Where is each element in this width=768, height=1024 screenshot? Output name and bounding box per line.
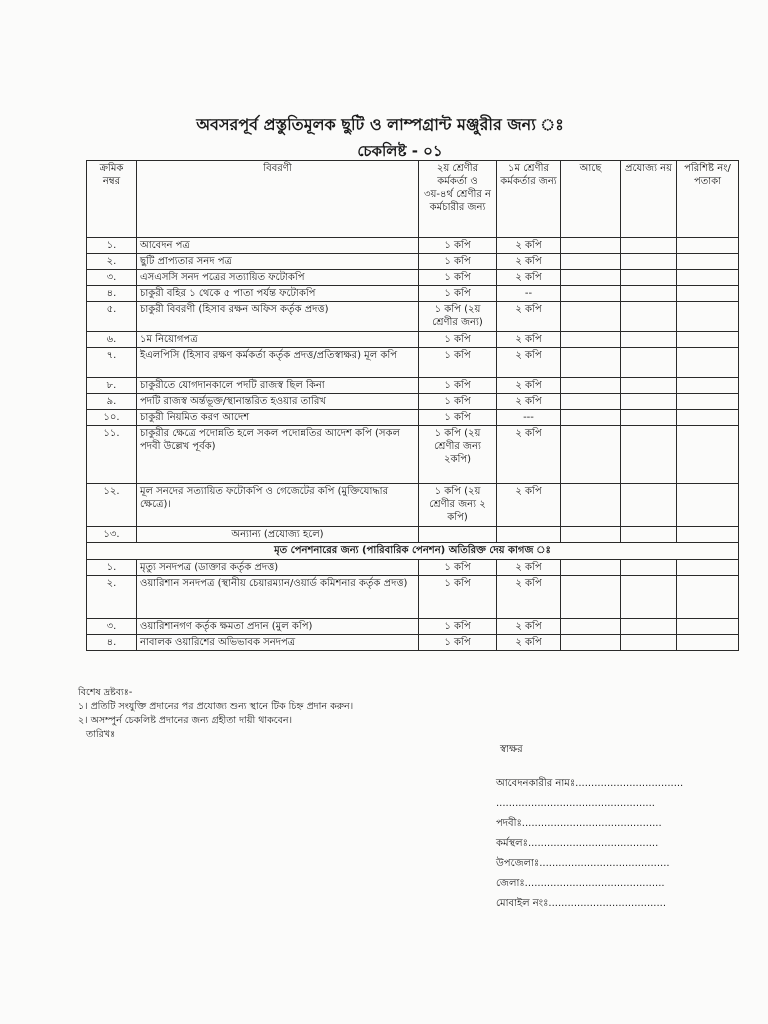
table-row [87,254,739,270]
header-class1-copies: ১ম শ্রেণীর কর্মকর্তার জন্য [497,161,561,238]
row-yes-cell[interactable] [561,332,621,348]
row-serial: ২. [87,576,137,619]
row-description: চাকুরীর ক্ষেত্রে পদোন্নতি হলে সকল পদোন্নতির আদেশ কপি (সকল পদবী উল্লেখ পূর্বক) [137,426,419,484]
row-yes-cell[interactable] [561,527,621,543]
row-description: মৃত্যু সনদপত্র (ডাক্তার কর্তৃক প্রদত্ত) [137,560,419,576]
row-description: চাকুরীতে যোগদানকালে পদটি রাজস্ব ছিল কিনা [137,378,419,394]
row-class1-copies [497,527,561,543]
row-class1-copies: --- [497,410,561,426]
special-notes [78,686,418,742]
row-annex-cell[interactable] [677,286,739,302]
row-na-cell[interactable] [621,576,677,619]
header-description: বিবরণী [137,161,419,238]
row-class2-copies: ১ কপি (২য় শ্রেণীর জন্য) [419,302,497,332]
row-class2-copies: ১ কপি [419,576,497,619]
row-serial: ৬. [87,332,137,348]
row-na-cell[interactable] [621,378,677,394]
table-row [87,378,739,394]
row-yes-cell[interactable] [561,619,621,635]
row-class2-copies: ১ কপি (২য় শ্রেণীর জন্য ২ কপি) [419,484,497,527]
workplace-field[interactable]: কর্মস্থলঃ......................................... [496,838,659,849]
row-description: ওয়ারিশানগণ কর্তৃক ক্ষমতা প্রদান (মুল কপি) [137,619,419,635]
row-description: ছুটি প্রাপ্যতার সনদ পত্র [137,254,419,270]
row-serial: ১১. [87,426,137,484]
row-na-cell[interactable] [621,527,677,543]
row-annex-cell[interactable] [677,619,739,635]
row-serial: ৭. [87,348,137,378]
row-yes-cell[interactable] [561,378,621,394]
row-annex-cell[interactable] [677,270,739,286]
row-serial: ১. [87,238,137,254]
row-class2-copies: ১ কপি [419,254,497,270]
row-yes-cell[interactable] [561,302,621,332]
row-serial: ১২. [87,484,137,527]
mobile-field[interactable]: মোবাইল নংঃ..................................... [496,898,667,909]
table-row [87,619,739,635]
row-class1-copies: ২ কপি [497,238,561,254]
row-class2-copies: ১ কপি [419,410,497,426]
row-serial: ১০. [87,410,137,426]
row-na-cell[interactable] [621,348,677,378]
row-class1-copies: ২ কপি [497,302,561,332]
header-serial: ক্রমিক নম্বর [87,161,137,238]
row-serial: ৪. [87,635,137,651]
row-na-cell[interactable] [621,238,677,254]
table-row [87,238,739,254]
row-annex-cell[interactable] [677,394,739,410]
row-yes-cell[interactable] [561,576,621,619]
row-serial: ১৩. [87,527,137,543]
row-serial: ৮. [87,378,137,394]
row-description: নাবালক ওয়ারিশের অভিভাবক সনদপত্র [137,635,419,651]
row-annex-cell[interactable] [677,527,739,543]
row-yes-cell[interactable] [561,286,621,302]
checklist-table [86,160,739,651]
row-description: চাকুরী বিবরণী (হিসাব রক্ষন অফিস কর্তৃক প্রদত্ত) [137,302,419,332]
row-serial: ৫. [87,302,137,332]
table-row [87,410,739,426]
table-row [87,348,739,378]
row-annex-cell[interactable] [677,484,739,527]
row-na-cell[interactable] [621,332,677,348]
row-yes-cell[interactable] [561,426,621,484]
row-annex-cell[interactable] [677,348,739,378]
row-class1-copies: ২ কপি [497,635,561,651]
row-description: চাকুরী বহির ১ থেকে ৫ পাতা পর্যন্ত ফটোকপি [137,286,419,302]
row-serial: ২. [87,254,137,270]
row-description: পদটি রাজস্ব অর্ন্তভূক্ত/স্থানান্তরিত হওয়ার তারিখ [137,394,419,410]
row-class1-copies: ২ কপি [497,254,561,270]
row-na-cell[interactable] [621,286,677,302]
table-header-row [87,161,739,238]
row-serial: ৯. [87,394,137,410]
row-na-cell[interactable] [621,484,677,527]
designation-field[interactable]: পদবীঃ............................................ [496,818,662,829]
row-annex-cell[interactable] [677,426,739,484]
row-annex-cell[interactable] [677,576,739,619]
header-class2-copies: ২য় শ্রেণীর কর্মকর্তা ও ৩য়-৪র্থ শ্রেণীর ন কর্মচারীর জন্য [419,161,497,238]
row-na-cell[interactable] [621,410,677,426]
row-class1-copies: ২ কপি [497,394,561,410]
row-class2-copies: ১ কপি [419,394,497,410]
row-class2-copies: ১ কপি [419,238,497,254]
table-row [87,270,739,286]
row-class2-copies: ১ কপি [419,560,497,576]
note-item: ২। অসম্পুর্ন চেকলিষ্ট প্রদানের জন্য গ্রহীতা দায়ী থাকবেন। [78,715,292,726]
row-serial: ৪. [87,286,137,302]
row-yes-cell[interactable] [561,560,621,576]
row-class1-copies: ২ কপি [497,560,561,576]
signature-block [496,740,736,914]
row-class1-copies: ২ কপি [497,484,561,527]
row-annex-cell[interactable] [677,378,739,394]
row-description: মূল সনদের সত্যায়িত ফটোকপি ও গেজেটের কপি (মুক্তিযোদ্ধার ক্ষেত্রে)। [137,484,419,527]
row-serial: ৩. [87,270,137,286]
signature-label: স্বাক্ষর [500,744,523,755]
notes-heading: বিশেষ দ্রষ্টব্যঃ- [78,687,133,698]
table-row [87,484,739,527]
row-class2-copies [419,527,497,543]
table-row [87,302,739,332]
header-annex: পরিশিষ্ট নং/ পতাকা [677,161,739,238]
row-na-cell[interactable] [621,635,677,651]
table-row [87,394,739,410]
row-class2-copies: ১ কপি [419,619,497,635]
row-yes-cell[interactable] [561,394,621,410]
row-class1-copies: -- [497,286,561,302]
row-annex-cell[interactable] [677,254,739,270]
row-na-cell[interactable] [621,619,677,635]
table-row [87,332,739,348]
upazila-field[interactable]: উপজেলাঃ......................................... [496,858,670,869]
row-class1-copies: ২ কপি [497,426,561,484]
row-class2-copies: ১ কপি [419,286,497,302]
table-row [87,286,739,302]
row-annex-cell[interactable] [677,560,739,576]
row-description: এসএসসি সনদ পত্রের সত্যায়িত ফটোকপি [137,270,419,286]
row-class2-copies: ১ কপি [419,270,497,286]
row-annex-cell[interactable] [677,238,739,254]
row-class2-copies: ১ কপি [419,635,497,651]
row-yes-cell[interactable] [561,635,621,651]
document-title: অবসরপূর্ব প্রস্তুতিমূলক ছুটি ও লাম্পগ্রান্ট মঞ্জুরীর জন্য ঃ [196,115,564,134]
row-description: ১ম নিয়োগপত্র [137,332,419,348]
section-title: মৃত পেনশনারের জন্য (পারিবারিক পেনশন) অতিরিক্ত দেয় কাগজ ঃ [87,543,739,560]
row-na-cell[interactable] [621,394,677,410]
applicant-name-continuation[interactable]: .................................................. [496,798,655,809]
district-field[interactable]: জেলাঃ............................................ [496,878,665,889]
row-annex-cell[interactable] [677,302,739,332]
row-class2-copies: ১ কপি [419,378,497,394]
row-yes-cell[interactable] [561,410,621,426]
table-row [87,527,739,543]
row-class1-copies: ২ কপি [497,576,561,619]
header-not-applicable: প্রযোজ্য নয় [621,161,677,238]
date-field[interactable]: তারিখঃ [86,729,116,740]
note-item: ১। প্রতিটি সংযুক্তি প্রদানের পর প্রযোজ্য শুন্য স্থানে টিক চিহ্ন প্রদান করুন। [78,701,354,712]
row-yes-cell[interactable] [561,254,621,270]
applicant-name-field[interactable]: আবেদনকারীর নামঃ.................................. [496,778,684,789]
checklist-number: চেকলিষ্ট - ০১ [357,142,443,160]
table-row [87,576,739,619]
table-row [87,426,739,484]
row-na-cell[interactable] [621,270,677,286]
row-class2-copies: ১ কপি (২য় শ্রেণীর জন্য ২কপি) [419,426,497,484]
row-annex-cell[interactable] [677,410,739,426]
row-description: চাকুরী নিয়মিত করণ আদেশ [137,410,419,426]
row-yes-cell[interactable] [561,270,621,286]
row-description: অন্যান্য (প্রযোজ্য হলে) [137,527,419,543]
row-description: ওয়ারিশান সনদপত্র (স্থানীয় চেয়ারম্যান/ওয়ার্ড কমিশনার কর্তৃক প্রদত্ত) [137,576,419,619]
row-annex-cell[interactable] [677,332,739,348]
row-na-cell[interactable] [621,560,677,576]
row-yes-cell[interactable] [561,348,621,378]
row-description: ইএলপিসি (হিসাব রক্ষণ কর্মকর্তা কর্তৃক প্রদত্ত/প্রতিস্বাক্ষর) মূল কপি [137,348,419,378]
row-class1-copies: ২ কপি [497,378,561,394]
header-yes: আছে [561,161,621,238]
row-description: আবেদন পত্র [137,238,419,254]
row-serial: ৩. [87,619,137,635]
row-class2-copies: ১ কপি [419,348,497,378]
row-serial: ১. [87,560,137,576]
row-yes-cell[interactable] [561,238,621,254]
row-class2-copies: ১ কপি [419,332,497,348]
row-na-cell[interactable] [621,426,677,484]
table-row [87,560,739,576]
row-class1-copies: ২ কপি [497,348,561,378]
row-na-cell[interactable] [621,254,677,270]
row-na-cell[interactable] [621,302,677,332]
row-class1-copies: ২ কপি [497,270,561,286]
row-yes-cell[interactable] [561,484,621,527]
row-class1-copies: ২ কপি [497,619,561,635]
table-row [87,635,739,651]
row-annex-cell[interactable] [677,635,739,651]
row-class1-copies: ২ কপি [497,332,561,348]
section-header-row [87,543,739,560]
